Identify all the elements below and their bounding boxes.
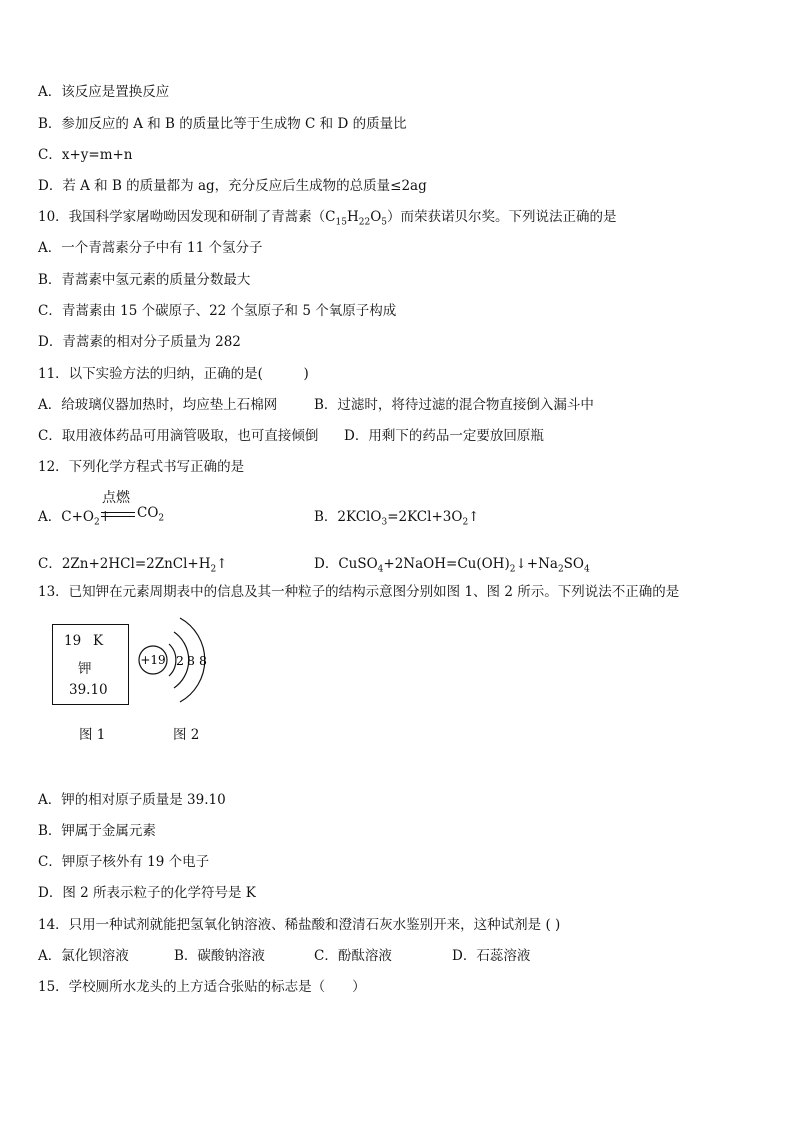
q12-a-condition: 点燃 <box>102 490 130 506</box>
q12-option-b: B．$2KClO_3=2KCl+3O_2↑$ <box>314 509 480 528</box>
q9-option-d: D．若 A 和 B 的质量都为 ag，充分反应后生成物的总质量≤2ag <box>38 178 427 194</box>
q13-option-b: B．钾属于金属元素 <box>38 823 156 839</box>
q9-option-b: B．参加反应的 A 和 B 的质量比等于生成物 C 和 D 的质量比 <box>38 116 407 132</box>
q13-option-d: D．图 2 所表示粒子的化学符号是 K <box>38 885 256 901</box>
q15-stem: 15．学校厕所水龙头的上方适合张贴的标志是（ ） <box>38 979 366 995</box>
q9-option-a: A．该反应是置换反应 <box>38 84 170 100</box>
q14-option-a: A．氯化钡溶液 <box>38 948 129 964</box>
atomic-mass: 39.10 <box>69 682 108 698</box>
q10-option-b: B．青蒿素中氢元素的质量分数最大 <box>38 272 251 288</box>
q12-option-c: C．$2Zn+2HCl=2ZnCl+H_2↑$ <box>38 556 228 575</box>
q12-a-equals-line-top <box>101 512 135 513</box>
q11-option-a: A．给玻璃仪器加热时，均应垫上石棉网 <box>38 397 278 413</box>
q11-stem: 11．以下实验方法的归纳，正确的是( ) <box>38 366 309 382</box>
q11-option-d: D．用剩下的药品一定要放回原瓶 <box>344 428 544 444</box>
q11-option-b: B．过滤时，将待过滤的混合物直接倒入漏斗中 <box>314 397 594 413</box>
atomic-number: 19 <box>64 633 82 649</box>
q11-option-c: C．取用液体药品可用滴管吸取，也可直接倾倒 <box>38 428 319 444</box>
q14-option-b: B．碳酸钠溶液 <box>174 948 265 964</box>
q13-option-c: C．钾原子核外有 19 个电子 <box>38 854 210 870</box>
q14-option-c: C．酚酞溶液 <box>314 948 392 964</box>
element-symbol: K <box>93 633 104 649</box>
q14-stem: 14．只用一种试剂就能把氢氧化钠溶液、稀盐酸和澄清石灰水鉴别开来，这种试剂是 ( ) <box>38 917 561 933</box>
shell-2-count: 8 <box>187 653 195 668</box>
nucleus-charge: +19 <box>140 653 166 667</box>
atom-structure-diagram <box>136 608 216 708</box>
q12-stem: 12．下列化学方程式书写正确的是 <box>38 459 245 475</box>
q9-option-c: C．x+y=m+n <box>38 147 133 163</box>
q10-stem: 10．我国科学家屠呦呦因发现和研制了青蒿素$(C_{15}H_{22}O_5)$而荣获诺贝尔奖。下列说法正确的是 <box>38 209 617 228</box>
figure-1-caption: 图 1 <box>79 727 106 743</box>
periodic-table-cell <box>52 624 129 705</box>
figure-2-caption: 图 2 <box>173 727 200 743</box>
element-name: 钾 <box>78 661 92 677</box>
q10-option-d: D．青蒿素的相对分子质量为 282 <box>38 334 241 350</box>
shell-3-count: 8 <box>199 653 207 668</box>
q10-option-a: A．一个青蒿素分子中有 11 个氢分子 <box>38 240 263 256</box>
electron-shell-1 <box>169 644 176 676</box>
q12-a-product: $CO_2$ <box>137 505 165 524</box>
q12-a-equals-line-bottom <box>101 516 135 517</box>
q13-option-a: A．钾的相对原子质量是 39.10 <box>38 792 226 808</box>
q13-stem: 13．已知钾在元素周期表中的信息及其一种粒子的结构示意图分别如图 1、图 2 所示。下列说法不正确的是 <box>38 584 680 600</box>
q14-option-d: D．石蕊溶液 <box>452 948 531 964</box>
q12-option-d: D．$CuSO_4+2NaOH=Cu(OH)_2↓+Na_2SO_4$ <box>314 556 590 575</box>
shell-1-count: 2 <box>176 653 184 668</box>
q12-option-a: A．$C+O_2↑$ <box>38 509 112 528</box>
q10-option-c: C．青蒿素由 15 个碳原子、22 个氢原子和 5 个氧原子构成 <box>38 303 397 319</box>
